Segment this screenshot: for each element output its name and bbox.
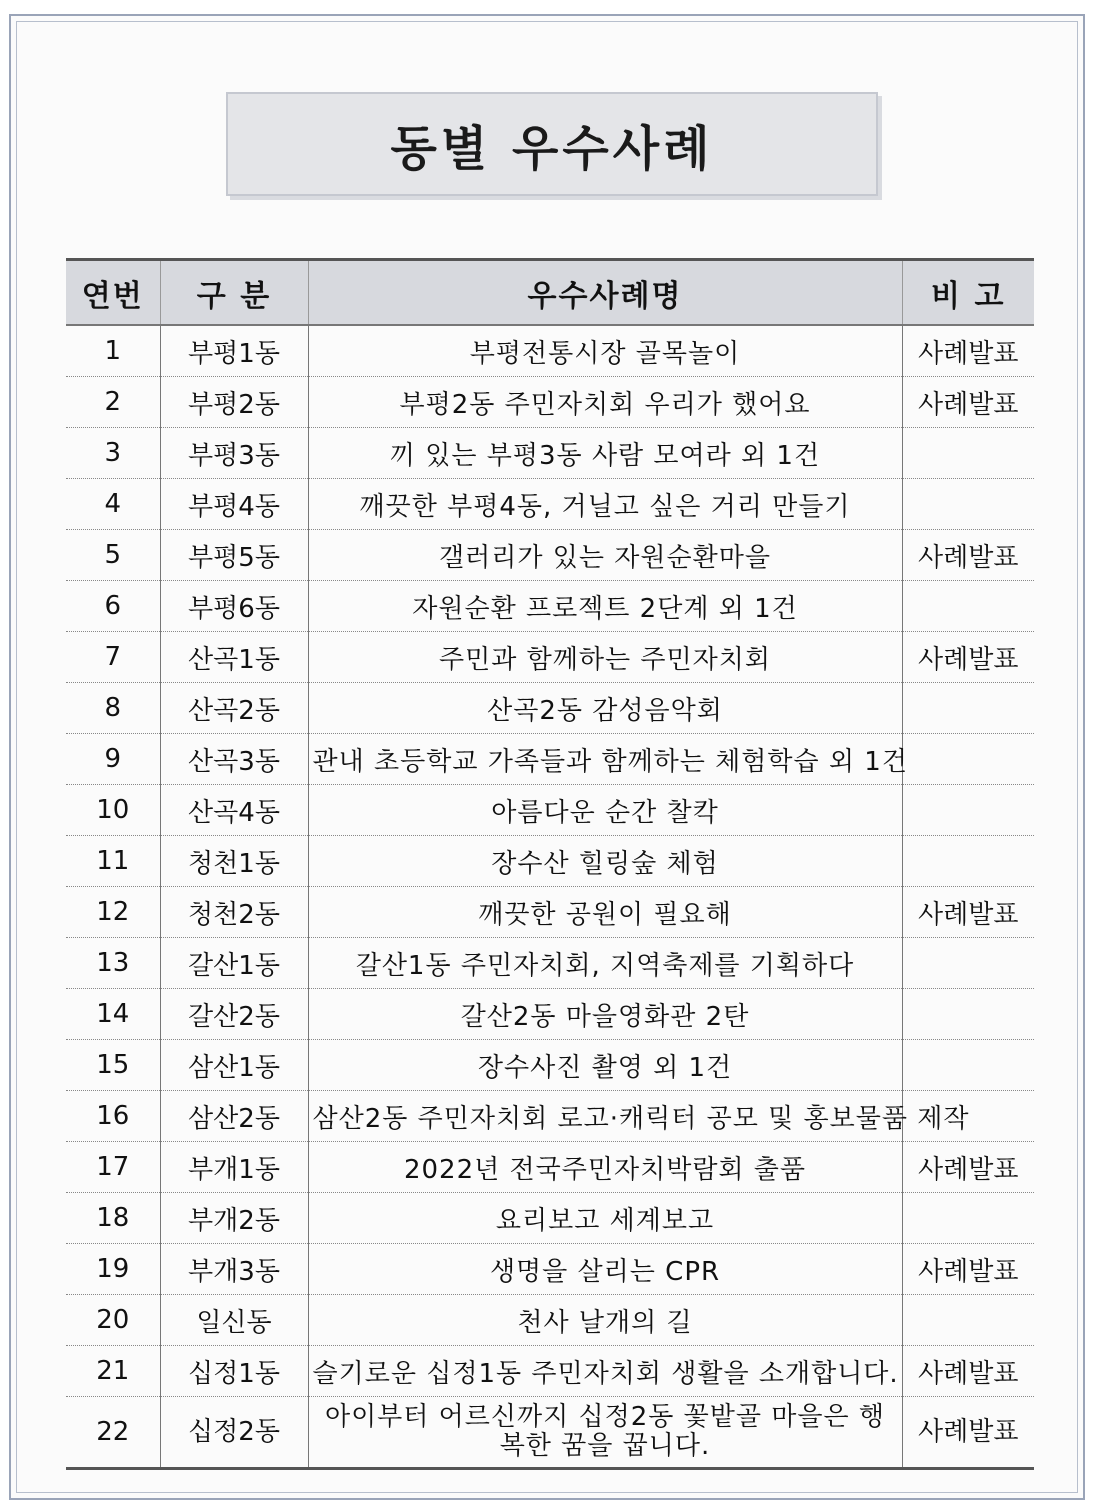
header-division: 구 분	[160, 260, 308, 326]
cell-division: 십정2동	[160, 1397, 308, 1469]
cell-division: 부평1동	[160, 325, 308, 377]
cell-remarks	[902, 1040, 1034, 1091]
cell-case-name: 자원순환 프로젝트 2단계 외 1건	[308, 581, 902, 632]
table-row	[66, 989, 1034, 1040]
table-row	[66, 530, 1034, 581]
cell-number: 2	[66, 377, 160, 428]
cell-case-name: 깨끗한 부평4동, 거닐고 싶은 거리 만들기	[308, 479, 902, 530]
cell-division: 산곡1동	[160, 632, 308, 683]
cell-remarks	[902, 683, 1034, 734]
table-row	[66, 1244, 1034, 1295]
cell-division: 청천2동	[160, 887, 308, 938]
cell-remarks	[902, 1193, 1034, 1244]
table-row	[66, 632, 1034, 683]
cell-number: 3	[66, 428, 160, 479]
table-row	[66, 479, 1034, 530]
cell-number: 18	[66, 1193, 160, 1244]
cell-division: 부평5동	[160, 530, 308, 581]
cell-number: 9	[66, 734, 160, 785]
cell-division: 부개1동	[160, 1142, 308, 1193]
cell-number: 20	[66, 1295, 160, 1346]
cell-case-name: 천사 날개의 길	[308, 1295, 902, 1346]
cell-case-name: 생명을 살리는 CPR	[308, 1244, 902, 1295]
cell-remarks: 사례발표	[902, 377, 1034, 428]
cell-number: 6	[66, 581, 160, 632]
table-row	[66, 785, 1034, 836]
cell-number: 4	[66, 479, 160, 530]
cell-case-name: 부평전통시장 골목놀이	[308, 325, 902, 377]
cell-division: 부평6동	[160, 581, 308, 632]
cell-division: 삼산2동	[160, 1091, 308, 1142]
cell-case-name: 아름다운 순간 찰칵	[308, 785, 902, 836]
table-row	[66, 887, 1034, 938]
cell-division: 부평3동	[160, 428, 308, 479]
table-row	[66, 836, 1034, 887]
cell-case-name: 삼산2동 주민자치회 로고·캐릭터 공모 및 홍보물품 제작	[308, 1091, 902, 1142]
title-box	[226, 92, 878, 196]
cell-remarks	[902, 581, 1034, 632]
table-row	[66, 377, 1034, 428]
table-row	[66, 734, 1034, 785]
cell-division: 갈산2동	[160, 989, 308, 1040]
cell-case-name: 끼 있는 부평3동 사람 모여라 외 1건	[308, 428, 902, 479]
cell-case-name: 아이부터 어르신까지 십정2동 꽃밭골 마을은 행복한 꿈을 꿉니다.	[308, 1397, 902, 1469]
cell-number: 16	[66, 1091, 160, 1142]
cell-remarks	[902, 938, 1034, 989]
cell-remarks	[902, 428, 1034, 479]
cell-number: 15	[66, 1040, 160, 1091]
cell-case-name: 장수산 힐링숲 체험	[308, 836, 902, 887]
cell-remarks: 사례발표	[902, 632, 1034, 683]
cell-remarks: 사례발표	[902, 1244, 1034, 1295]
cell-case-name: 깨끗한 공원이 필요해	[308, 887, 902, 938]
cell-remarks	[902, 734, 1034, 785]
cell-remarks	[902, 1295, 1034, 1346]
cell-remarks	[902, 836, 1034, 887]
cell-case-name: 관내 초등학교 가족들과 함께하는 체험학습 외 1건	[308, 734, 902, 785]
table-row	[66, 938, 1034, 989]
cell-case-name: 산곡2동 감성음악회	[308, 683, 902, 734]
cell-division: 청천1동	[160, 836, 308, 887]
cell-division: 삼산1동	[160, 1040, 308, 1091]
cell-remarks: 사례발표	[902, 325, 1034, 377]
table-row	[66, 581, 1034, 632]
table-row	[66, 1193, 1034, 1244]
cell-number: 11	[66, 836, 160, 887]
cell-case-name: 주민과 함께하는 주민자치회	[308, 632, 902, 683]
header-remarks: 비 고	[902, 260, 1034, 326]
cell-case-name: 갤러리가 있는 자원순환마을	[308, 530, 902, 581]
cell-remarks	[902, 479, 1034, 530]
page-title: 동별 우수사례	[390, 120, 714, 177]
cell-number: 14	[66, 989, 160, 1040]
cell-number: 10	[66, 785, 160, 836]
cell-case-name: 장수사진 촬영 외 1건	[308, 1040, 902, 1091]
cell-case-name: 갈산1동 주민자치회, 지역축제를 기획하다	[308, 938, 902, 989]
table-row	[66, 1091, 1034, 1142]
header-case-name: 우수사례명	[308, 260, 902, 326]
table-row	[66, 1397, 1034, 1469]
table-row	[66, 683, 1034, 734]
cell-division: 십정1동	[160, 1346, 308, 1397]
cell-division: 부평2동	[160, 377, 308, 428]
cell-remarks: 사례발표	[902, 1142, 1034, 1193]
cell-case-name: 2022년 전국주민자치박람회 출품	[308, 1142, 902, 1193]
cell-division: 일신동	[160, 1295, 308, 1346]
cell-division: 산곡4동	[160, 785, 308, 836]
cell-division: 산곡2동	[160, 683, 308, 734]
cell-remarks: 사례발표	[902, 530, 1034, 581]
best-practice-table	[66, 258, 1034, 1470]
cell-remarks	[902, 785, 1034, 836]
cell-number: 13	[66, 938, 160, 989]
cell-remarks: 사례발표	[902, 1397, 1034, 1469]
cell-division: 부평4동	[160, 479, 308, 530]
table-row	[66, 1142, 1034, 1193]
table-row	[66, 325, 1034, 377]
cell-division: 산곡3동	[160, 734, 308, 785]
cell-case-name: 요리보고 세계보고	[308, 1193, 902, 1244]
cell-number: 22	[66, 1397, 160, 1469]
cell-division: 부개3동	[160, 1244, 308, 1295]
cell-number: 19	[66, 1244, 160, 1295]
table-row	[66, 1346, 1034, 1397]
cell-number: 5	[66, 530, 160, 581]
cell-number: 17	[66, 1142, 160, 1193]
cell-number: 1	[66, 325, 160, 377]
cell-number: 7	[66, 632, 160, 683]
cell-case-name: 부평2동 주민자치회 우리가 했어요	[308, 377, 902, 428]
cell-number: 12	[66, 887, 160, 938]
table-row	[66, 1040, 1034, 1091]
header-number: 연번	[66, 260, 160, 326]
cell-division: 갈산1동	[160, 938, 308, 989]
cell-remarks: 사례발표	[902, 887, 1034, 938]
table-header-row	[66, 260, 1034, 326]
cell-number: 21	[66, 1346, 160, 1397]
cell-division: 부개2동	[160, 1193, 308, 1244]
table-row	[66, 428, 1034, 479]
cell-number: 8	[66, 683, 160, 734]
cell-remarks	[902, 989, 1034, 1040]
cell-remarks: 사례발표	[902, 1346, 1034, 1397]
cell-case-name: 갈산2동 마을영화관 2탄	[308, 989, 902, 1040]
cell-case-name: 슬기로운 십정1동 주민자치회 생활을 소개합니다.	[308, 1346, 902, 1397]
table-row	[66, 1295, 1034, 1346]
